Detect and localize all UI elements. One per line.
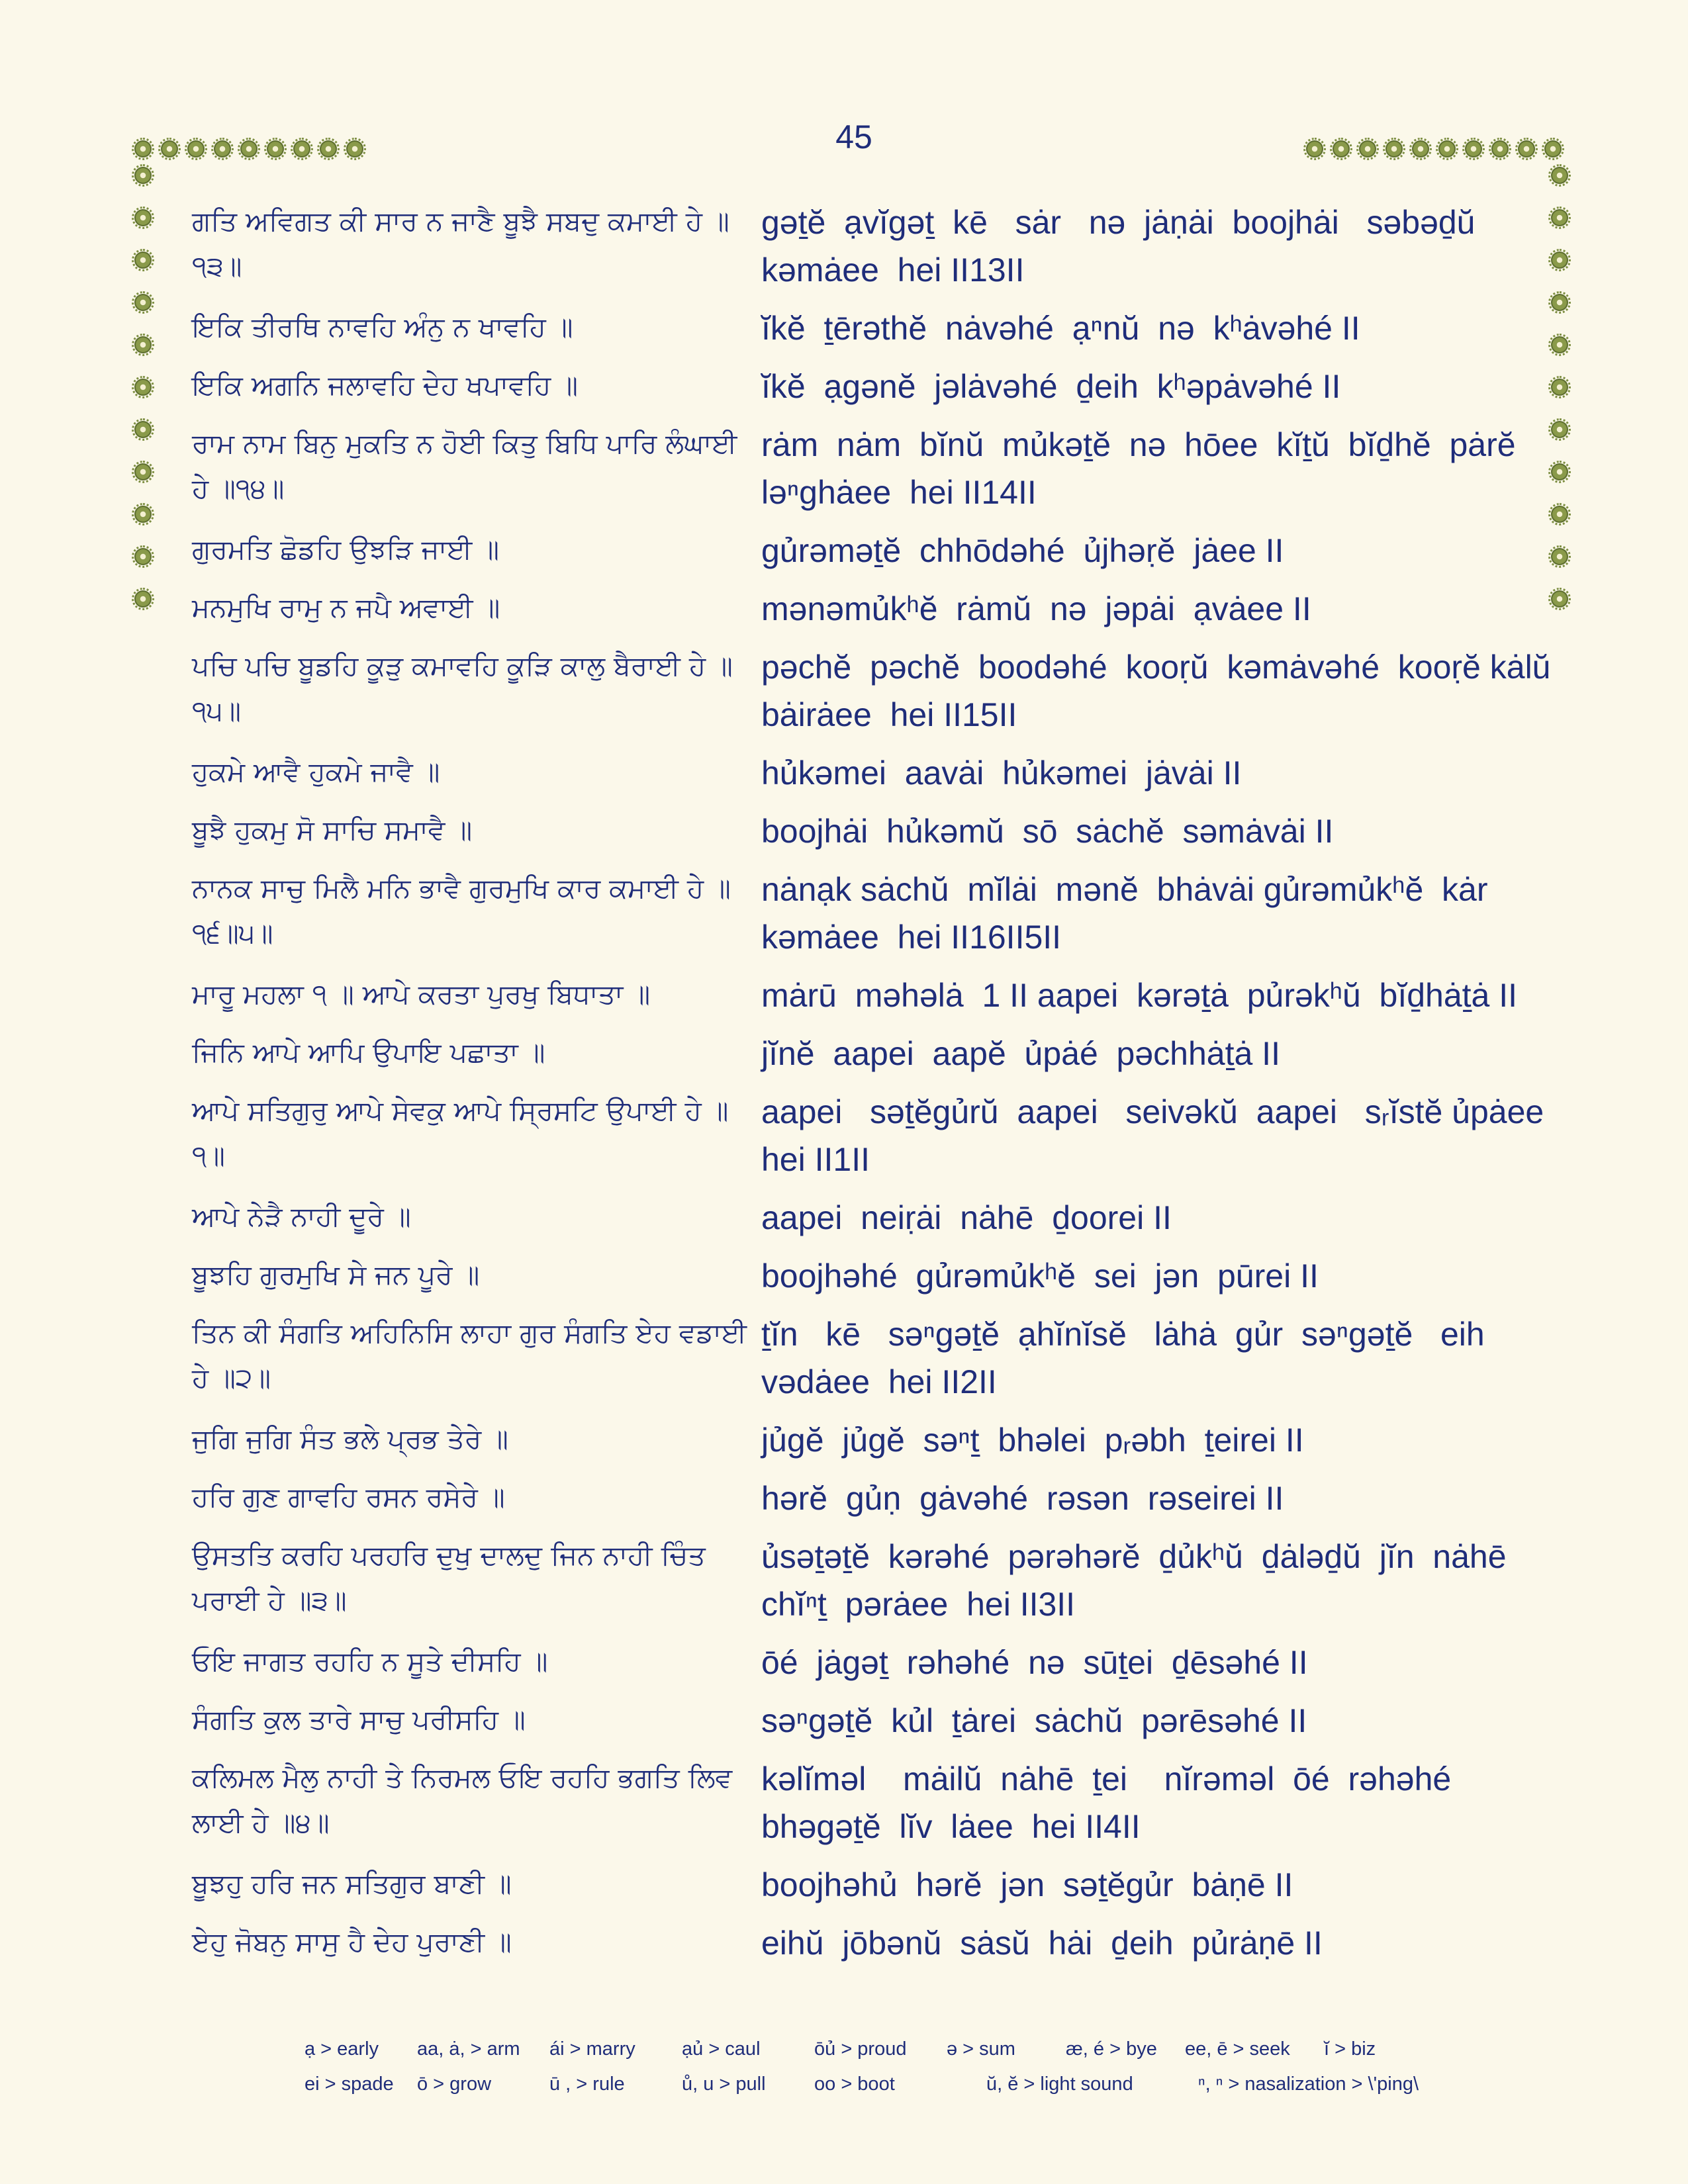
flower-icon xyxy=(134,140,152,158)
transliteration-line: ủsəṯəṯĕ kərəhé pərəhərĕ ḏủkʰŭ ḏȧləḏŭ jĭn nȧhē chĭⁿṯ pərȧee hei II3II xyxy=(761,1538,1516,1623)
verse-list xyxy=(192,199,1570,1978)
legend-item: ū , > rule xyxy=(549,2073,625,2095)
transliteration-line: jĭnĕ aapei aapĕ ủpȧé pəchhȧṯȧ II xyxy=(761,1035,1280,1072)
transliteration-line: ĭkĕ ṯērəthĕ nȧvəhé ạⁿnŭ nə kʰȧvəhé II xyxy=(761,310,1360,347)
flower-icon xyxy=(134,548,152,565)
flower-icon xyxy=(267,140,284,158)
legend-row-1 xyxy=(305,2038,1470,2060)
legend-item: ů, u > pull xyxy=(682,2073,766,2095)
gurmukhi-line: ਜੁਗਿ ਜੁਗਿ ਸੰਤ ਭਲੇ ਪ੍ਰਭ ਤੇਰੇ ॥ xyxy=(192,1423,508,1455)
legend-item: ōủ > proud xyxy=(814,2038,907,2060)
page-number: 45 xyxy=(835,118,872,156)
transliteration-line: hủkəmei aavȧi hủkəmei jȧvȧi II xyxy=(761,754,1242,792)
gurmukhi-line: ਗੁਰਮਤਿ ਛੋਡਹਿ ਉਝੜਿ ਜਾਈ ॥ xyxy=(192,533,500,565)
transliteration-line: gủrəməṯĕ chhōdəhé ủjhəṛĕ jȧee II xyxy=(761,532,1284,569)
gurmukhi-line: ਉਸਤਤਿ ਕਰਹਿ ਪਰਹਰਿ ਦੁਖੁ ਦਾਲਦੁ ਜਿਨ ਨਾਹੀ ਚਿੰਤ ਪਰਾਈ ਹੇ ॥੩॥ xyxy=(192,1539,706,1616)
transliteration-line: mənəmủkʰĕ rȧmŭ nə jəpȧi ạvȧee II xyxy=(761,590,1311,627)
pronunciation-legend xyxy=(305,2038,1470,2109)
transliteration-line: mȧrū məhəlȧ 1 II aapei kərəṯȧ pủrəkʰŭ bĭḏhȧṯȧ II xyxy=(761,977,1518,1014)
verse-row xyxy=(192,972,1556,1019)
gurmukhi-line: ਬੂਝਹਿ ਗੁਰਮੁਖਿ ਸੇ ਜਨ ਪੂਰੇ ॥ xyxy=(192,1259,480,1291)
gurmukhi-line: ਤਿਨ ਕੀ ਸੰਗਤਿ ਅਹਿਨਿਸਿ ਲਾਹਾ ਗੁਰ ਸੰਗਤਿ ਏਹ ਵਡਾਈ ਹੇ ॥੨॥ xyxy=(192,1317,747,1394)
transliteration-line: aapei neiṛȧi nȧhē ḏoorei II xyxy=(761,1199,1172,1236)
flower-icon xyxy=(134,590,152,608)
legend-item: ĭ > biz xyxy=(1324,2038,1376,2060)
transliteration-line: boojhəhé gủrəmủkʰĕ sei jən pūrei II xyxy=(761,1257,1319,1295)
verse-row xyxy=(192,421,1556,516)
legend-item: aa, ȧ, > arm xyxy=(417,2038,520,2060)
legend-item: ei > spade xyxy=(305,2073,394,2095)
flower-icon xyxy=(1551,167,1568,184)
transliteration-line: gəṯĕ ạvĭgəṯ kē sȧr nə jȧṇȧi boojhȧi səbəḏŭ kəmȧee hei II13II xyxy=(761,204,1485,289)
transliteration-line: pəchĕ pəchĕ boodəhé kooṛŭ kəmȧvəhé kooṛĕ kȧlŭ bȧirȧee hei II15II xyxy=(761,649,1570,733)
flower-icon xyxy=(161,140,178,158)
flower-icon xyxy=(134,421,152,438)
transliteration-line: kəlĭməl mȧilŭ nȧhē ṯei nĭrəməl ōé rəhəhé bhəgəṯĕ lĭv lȧee hei II4II xyxy=(761,1760,1461,1845)
verse-row xyxy=(192,1861,1556,1909)
verse-row xyxy=(192,643,1570,739)
flower-icon xyxy=(240,140,258,158)
flower-icon xyxy=(134,506,152,523)
verse-row xyxy=(192,1310,1556,1406)
verse-row xyxy=(192,1755,1556,1850)
verse-row xyxy=(192,1475,1556,1522)
verse-row xyxy=(192,807,1556,855)
transliteration-line: səⁿgəṯĕ kủl ṯȧrei sȧchŭ pərēsəhé II xyxy=(761,1702,1307,1739)
flower-icon xyxy=(293,140,310,158)
gurmukhi-line: ਆਪੇ ਨੇੜੈ ਨਾਹੀ ਦੂਰੇ ॥ xyxy=(192,1201,411,1232)
gurmukhi-line: ਸੰਗਤਿ ਕੁਲ ਤਾਰੇ ਸਾਚੁ ਪਰੀਸਹਿ ॥ xyxy=(192,1704,526,1735)
transliteration-line: ōé jȧgəṯ rəhəhé nə sūṯei ḏēsəhé II xyxy=(761,1644,1308,1681)
verse-row xyxy=(192,1194,1556,1242)
flower-icon xyxy=(187,140,205,158)
legend-row-2 xyxy=(305,2073,1470,2095)
flower-icon xyxy=(1518,140,1535,158)
flower-icon xyxy=(1359,140,1376,158)
verse-row xyxy=(192,1919,1556,1967)
legend-item: ŭ, ĕ > light sound xyxy=(986,2073,1133,2095)
transliteration-line: rȧm nȧm bĭnŭ mủkəṯĕ nə hōee kĭṯŭ bĭḏhĕ pȧrĕ ləⁿghȧee hei II14II xyxy=(761,426,1525,511)
gurmukhi-line: ਓਇ ਜਾਗਤ ਰਹਹਿ ਨ ਸੂਤੇ ਦੀਸਹਿ ॥ xyxy=(192,1645,548,1677)
flower-icon xyxy=(1412,140,1429,158)
transliteration-line: ĭkĕ ạgənĕ jəlȧvəhé ḏeih kʰəpȧvəhé II xyxy=(761,368,1341,405)
verse-row xyxy=(192,1252,1556,1300)
verse-row xyxy=(192,866,1556,961)
gurmukhi-line: ਇਕਿ ਅਗਨਿ ਜਲਾਵਹਿ ਦੇਹ ਖਪਾਵਹਿ ॥ xyxy=(192,369,578,401)
transliteration-line: aapei səṯĕgủrŭ aapei seivəkŭ aapei sᵣĭstĕ ủpȧee hei II1II xyxy=(761,1093,1563,1178)
flower-icon xyxy=(134,463,152,480)
gurmukhi-line: ਜਿਨਿ ਆਪੇ ਆਪਿ ਉਪਾਇ ਪਛਾਤਾ ॥ xyxy=(192,1036,545,1068)
gurmukhi-line: ਹਰਿ ਗੁਣ ਗਾਵਹਿ ਰਸਨ ਰਸੇਰੇ ॥ xyxy=(192,1481,505,1513)
legend-item: oo > boot xyxy=(814,2073,895,2095)
transliteration-line: ṯĭn kē səⁿgəṯĕ ạhĭnĭsĕ lȧhȧ gủr səⁿgəṯĕ eih vədȧee hei II2II xyxy=(761,1316,1494,1400)
verse-row xyxy=(192,1639,1556,1686)
gurmukhi-line: ਬੂਝੈ ਹੁਕਮੁ ਸੋ ਸਾਚਿ ਸਮਾਵੈ ॥ xyxy=(192,814,473,846)
verse-row xyxy=(192,1030,1556,1077)
flower-icon xyxy=(134,167,152,184)
verse-row xyxy=(192,363,1556,410)
verse-row xyxy=(192,585,1556,633)
gurmukhi-line: ਮਾਰੂ ਮਹਲਾ ੧ ॥ ਆਪੇ ਕਰਤਾ ਪੁਰਖੁ ਬਿਧਾਤਾ ॥ xyxy=(192,978,651,1010)
verse-row xyxy=(192,1697,1556,1745)
flower-icon xyxy=(134,379,152,396)
flower-icon xyxy=(1306,140,1323,158)
gurmukhi-line: ਆਪੇ ਸਤਿਗੁਰੁ ਆਪੇ ਸੇਵਕੁ ਆਪੇ ਸ੍ਰਿਸਟਿ ਉਪਾਈ ਹੇ ॥੧॥ xyxy=(192,1095,729,1171)
flower-icon xyxy=(1544,140,1562,158)
transliteration-line: jủgĕ jủgĕ səⁿṯ bhəlei pᵣəbh ṯeirei II xyxy=(761,1422,1304,1459)
flower-icon xyxy=(1438,140,1456,158)
flower-icon xyxy=(1491,140,1509,158)
transliteration-line: boojhəhủ hərĕ jən səṯĕgủr bȧṇē II xyxy=(761,1866,1293,1903)
transliteration-line: hərĕ gủṇ gȧvəhé rəsən rəseirei II xyxy=(761,1480,1284,1517)
legend-item: ạủ > caul xyxy=(682,2038,761,2060)
legend-item: ə > sum xyxy=(947,2038,1015,2060)
legend-item: æ, é > bye xyxy=(1066,2038,1157,2060)
flower-icon xyxy=(134,251,152,269)
transliteration-line: eihŭ jōbənŭ sȧsŭ hȧi ḏeih pủrȧṇē II xyxy=(761,1925,1323,1962)
legend-item: ạ > early xyxy=(305,2038,379,2060)
flower-icon xyxy=(320,140,337,158)
gurmukhi-line: ਏਹੁ ਜੋਬਨੁ ਸਾਸੁ ਹੈ ਦੇਹ ਪੁਰਾਣੀ ॥ xyxy=(192,1926,512,1958)
legend-item: ō > grow xyxy=(417,2073,492,2095)
flower-icon xyxy=(134,209,152,226)
gurmukhi-line: ਮਨਮੁਖਿ ਰਾਮੁ ਨ ਜਪੈ ਅਵਾਈ ॥ xyxy=(192,592,500,623)
flower-icon xyxy=(214,140,231,158)
flower-icon xyxy=(346,140,363,158)
verse-row xyxy=(192,304,1556,352)
gurmukhi-line: ਬੂਝਹੁ ਹਰਿ ਜਨ ਸਤਿਗੁਰ ਬਾਣੀ ॥ xyxy=(192,1868,512,1899)
verse-row xyxy=(192,199,1556,294)
legend-item: ⁿ, ⁿ > nasalization > \'ping\ xyxy=(1198,2073,1419,2095)
verse-row xyxy=(192,1533,1556,1628)
flower-icon xyxy=(1465,140,1482,158)
transliteration-line: boojhȧi hủkəmŭ sō sȧchĕ səmȧvȧi II xyxy=(761,813,1334,850)
gurmukhi-line: ਹੁਕਮੇ ਆਵੈ ਹੁਕਮੇ ਜਾਵੈ ॥ xyxy=(192,756,440,788)
gurmukhi-line: ਇਕਿ ਤੀਰਥਿ ਨਾਵਹਿ ਅੰਨੁ ਨ ਖਾਵਹਿ ॥ xyxy=(192,311,573,343)
flower-icon xyxy=(134,336,152,353)
verse-row xyxy=(192,1416,1556,1464)
transliteration-line: nȧnạk sȧchŭ mĭlȧi mənĕ bhȧvȧi gủrəmủkʰĕ kȧr kəmȧee hei II16II5II xyxy=(761,871,1497,956)
gurmukhi-line: ਕਲਿਮਲ ਮੈਲੁ ਨਾਹੀ ਤੇ ਨਿਰਮਲ ਓਇ ਰਹਹਿ ਭਗਤਿ ਲਿਵ ਲਾਈ ਹੇ ॥੪॥ xyxy=(192,1762,733,1839)
flower-icon xyxy=(1385,140,1403,158)
verse-row xyxy=(192,1088,1563,1183)
verse-row xyxy=(192,749,1556,797)
gurmukhi-line: ਰਾਮ ਨਾਮ ਬਿਨੁ ਮੁਕਤਿ ਨ ਹੋਈ ਕਿਤੁ ਬਿਧਿ ਪਾਰਿ ਲੰਘਾਈ ਹੇ ॥੧੪॥ xyxy=(192,428,737,504)
verse-row xyxy=(192,527,1556,574)
flower-icon xyxy=(1333,140,1350,158)
flower-icon xyxy=(134,294,152,311)
gurmukhi-line: ਪਚਿ ਪਚਿ ਬੂਡਹਿ ਕੂੜੁ ਕਮਾਵਹਿ ਕੂੜਿ ਕਾਲੁ ਬੈਰਾਈ ਹੇ ॥੧੫॥ xyxy=(192,650,733,727)
legend-item: ái > marry xyxy=(549,2038,635,2060)
gurmukhi-line: ਨਾਨਕ ਸਾਚੁ ਮਿਲੈ ਮਨਿ ਭਾਵੈ ਗੁਰਮੁਖਿ ਕਾਰ ਕਮਾਈ ਹੇ ॥੧੬॥੫॥ xyxy=(192,872,731,949)
gurmukhi-line: ਗਤਿ ਅਵਿਗਤ ਕੀ ਸਾਰ ਨ ਜਾਣੈ ਬੂਝੈ ਸਬਦੁ ਕਮਾਈ ਹੇ ॥੧੩॥ xyxy=(192,205,729,282)
legend-item: ee, ē > seek xyxy=(1185,2038,1290,2060)
